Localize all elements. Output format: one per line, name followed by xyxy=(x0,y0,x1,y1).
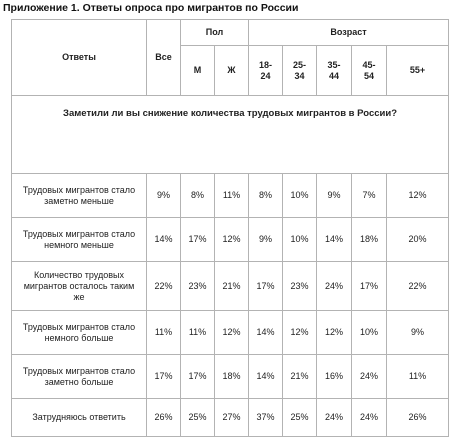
value-cell-age-25-34: 23% xyxy=(283,262,317,311)
value-cell-age-25-34: 21% xyxy=(283,355,317,399)
value-cell-all: 17% xyxy=(147,355,181,399)
value-cell-age-18-24: 17% xyxy=(249,262,283,311)
survey-table xyxy=(11,19,449,437)
header-gender-f: Ж xyxy=(215,46,249,96)
value-cell-age-18-24: 14% xyxy=(249,311,283,355)
value-cell-age-18-24: 8% xyxy=(249,174,283,218)
value-cell-age-55plus: 9% xyxy=(387,311,449,355)
value-cell-female: 12% xyxy=(215,311,249,355)
header-age: Возраст xyxy=(249,20,449,46)
answer-label: Трудовых мигрантов стало немного меньше xyxy=(12,218,147,262)
value-cell-age-18-24: 37% xyxy=(249,399,283,437)
value-cell-age-55plus: 20% xyxy=(387,218,449,262)
value-cell-age-25-34: 10% xyxy=(283,218,317,262)
value-cell-age-55plus: 11% xyxy=(387,355,449,399)
value-cell-female: 11% xyxy=(215,174,249,218)
value-cell-male: 25% xyxy=(181,399,215,437)
table-row xyxy=(12,174,449,218)
value-cell-male: 23% xyxy=(181,262,215,311)
value-cell-age-45-54: 17% xyxy=(352,262,387,311)
header-gender-m: М xyxy=(181,46,215,96)
header-row-top xyxy=(12,20,449,46)
value-cell-age-18-24: 14% xyxy=(249,355,283,399)
value-cell-age-25-34: 25% xyxy=(283,399,317,437)
value-cell-age-45-54: 24% xyxy=(352,399,387,437)
answer-label: Трудовых мигрантов стало заметно больше xyxy=(12,355,147,399)
value-cell-age-45-54: 10% xyxy=(352,311,387,355)
header-answers: Ответы xyxy=(12,20,147,96)
value-cell-male: 11% xyxy=(181,311,215,355)
header-age-55plus: 55+ xyxy=(387,46,449,96)
header-all: Все xyxy=(147,20,181,96)
value-cell-age-18-24: 9% xyxy=(249,218,283,262)
value-cell-all: 11% xyxy=(147,311,181,355)
page-title: Приложение 1. Ответы опроса про мигрантов по России xyxy=(3,2,299,14)
value-cell-age-45-54: 7% xyxy=(352,174,387,218)
table-row xyxy=(12,218,449,262)
table-row xyxy=(12,399,449,437)
value-cell-age-45-54: 24% xyxy=(352,355,387,399)
header-age-25-34: 25- 34 xyxy=(283,46,317,96)
value-cell-female: 27% xyxy=(215,399,249,437)
question-row xyxy=(12,96,449,174)
value-cell-age-55plus: 22% xyxy=(387,262,449,311)
value-cell-age-55plus: 26% xyxy=(387,399,449,437)
value-cell-all: 14% xyxy=(147,218,181,262)
header-age-18-24: 18- 24 xyxy=(249,46,283,96)
value-cell-age-25-34: 10% xyxy=(283,174,317,218)
answer-label: Трудовых мигрантов стало заметно меньше xyxy=(12,174,147,218)
answer-rows xyxy=(12,174,449,437)
value-cell-female: 12% xyxy=(215,218,249,262)
value-cell-male: 17% xyxy=(181,218,215,262)
value-cell-female: 18% xyxy=(215,355,249,399)
table-row xyxy=(12,355,449,399)
value-cell-age-35-44: 9% xyxy=(317,174,352,218)
header-age-35-44: 35- 44 xyxy=(317,46,352,96)
value-cell-age-25-34: 12% xyxy=(283,311,317,355)
value-cell-all: 9% xyxy=(147,174,181,218)
value-cell-age-35-44: 24% xyxy=(317,262,352,311)
value-cell-age-35-44: 14% xyxy=(317,218,352,262)
value-cell-age-55plus: 12% xyxy=(387,174,449,218)
value-cell-age-45-54: 18% xyxy=(352,218,387,262)
value-cell-all: 26% xyxy=(147,399,181,437)
value-cell-female: 21% xyxy=(215,262,249,311)
table-row xyxy=(12,311,449,355)
value-cell-male: 17% xyxy=(181,355,215,399)
answer-label: Трудовых мигрантов стало немного больше xyxy=(12,311,147,355)
answer-label: Количество трудовых мигрантов осталось таким же xyxy=(12,262,147,311)
value-cell-age-35-44: 24% xyxy=(317,399,352,437)
table-row xyxy=(12,262,449,311)
value-cell-all: 22% xyxy=(147,262,181,311)
question-text: Заметили ли вы снижение количества трудовых мигрантов в России? xyxy=(12,96,449,174)
header-gender: Пол xyxy=(181,20,249,46)
value-cell-male: 8% xyxy=(181,174,215,218)
value-cell-age-35-44: 12% xyxy=(317,311,352,355)
value-cell-age-35-44: 16% xyxy=(317,355,352,399)
answer-label: Затрудняюсь ответить xyxy=(12,399,147,437)
header-age-45-54: 45- 54 xyxy=(352,46,387,96)
